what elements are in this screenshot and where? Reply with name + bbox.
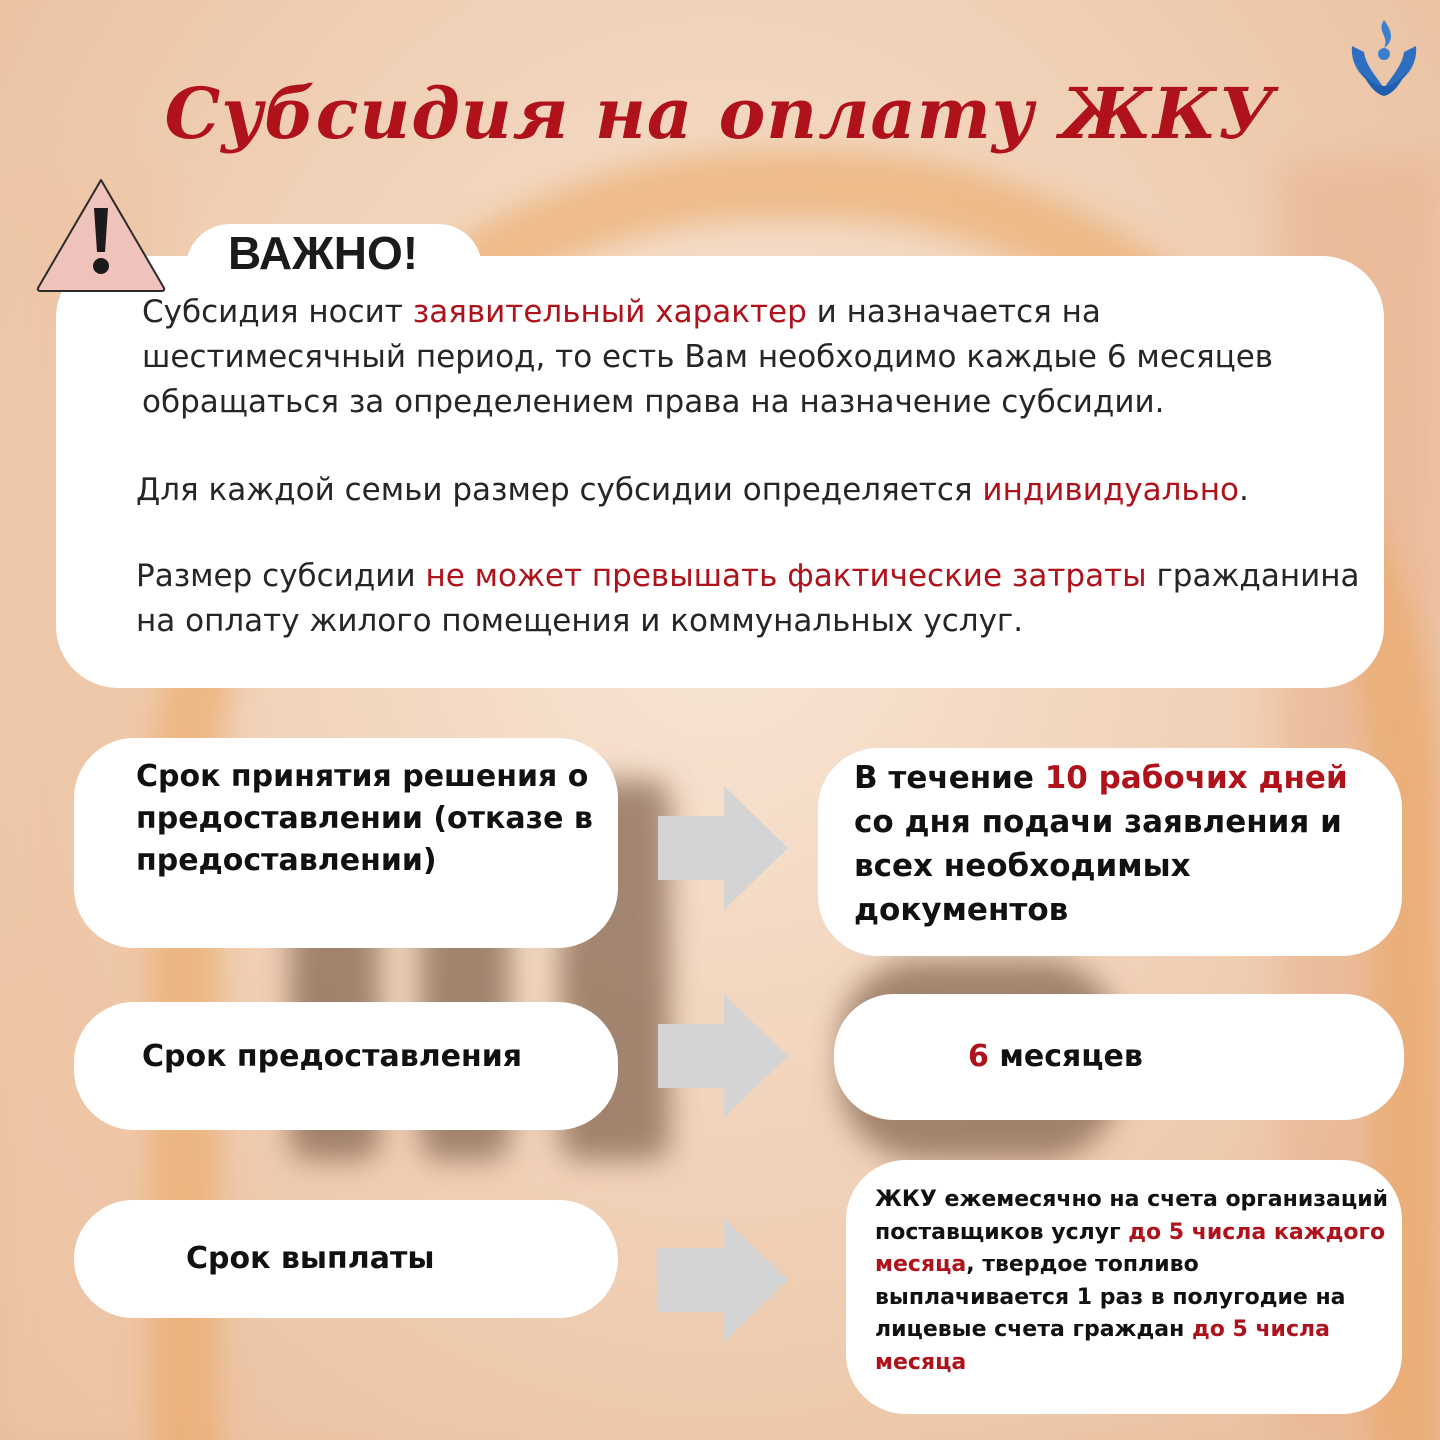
arrow-right-icon	[658, 1218, 790, 1342]
text-segment: Для каждой семьи размер субсидии определяется	[136, 472, 983, 508]
highlight-text: индивидуально	[982, 472, 1239, 508]
highlight-text: заявительный характер	[412, 294, 807, 330]
highlight-text: 10 рабочих дней	[1044, 760, 1348, 796]
text-segment: Субсидия носит	[142, 294, 413, 330]
text-segment: Размер субсидии	[136, 558, 426, 594]
important-paragraph-3	[136, 554, 1366, 644]
text-segment: со дня подачи заявления и всех необходимых документов	[854, 804, 1342, 928]
important-paragraph-2	[136, 468, 1366, 513]
text-segment: ЖКУ ежемесячно на счета организаций поставщиков услуг	[875, 1187, 1389, 1245]
highlight-text: до 5 числа месяца	[875, 1317, 1330, 1375]
highlight-text: 6	[968, 1039, 989, 1074]
text-segment: .	[1238, 472, 1249, 508]
important-paragraph-1	[142, 290, 1352, 425]
warning-triangle-icon	[34, 176, 168, 294]
provision-term-value	[968, 1036, 1143, 1078]
text-segment: В течение	[854, 760, 1045, 796]
arrow-right-icon	[658, 786, 790, 910]
text-segment: , твердое топливо выплачивается 1 раз в полугодие на лицевые счета граждан	[875, 1252, 1346, 1342]
text-segment: гражданина на оплату жилого помещения и коммунальных услуг.	[136, 558, 1360, 639]
decision-term-label: Срок принятия решения о предоставлении (отказе в предоставлении)	[136, 759, 593, 878]
important-label: ВАЖНО!	[228, 227, 419, 279]
provision-term-label: Срок предоставления	[142, 1039, 523, 1074]
decision-term-value	[854, 756, 1394, 932]
text-segment: месяцев	[988, 1039, 1143, 1074]
arrow-right-icon	[658, 994, 790, 1118]
highlight-text: не может превышать фактические затраты	[425, 558, 1147, 594]
text-segment: и назначается на шестимесячный период, то есть Вам необходимо каждые 6 месяцев обращаться за определением права на назначение субсидии.	[142, 294, 1274, 420]
highlight-text: до 5 числа каждого месяца	[875, 1219, 1386, 1277]
payment-term-label: Срок выплаты	[186, 1241, 435, 1276]
page-title: Субсидия на оплату ЖКУ	[164, 72, 1276, 155]
payment-term-value	[875, 1184, 1397, 1379]
